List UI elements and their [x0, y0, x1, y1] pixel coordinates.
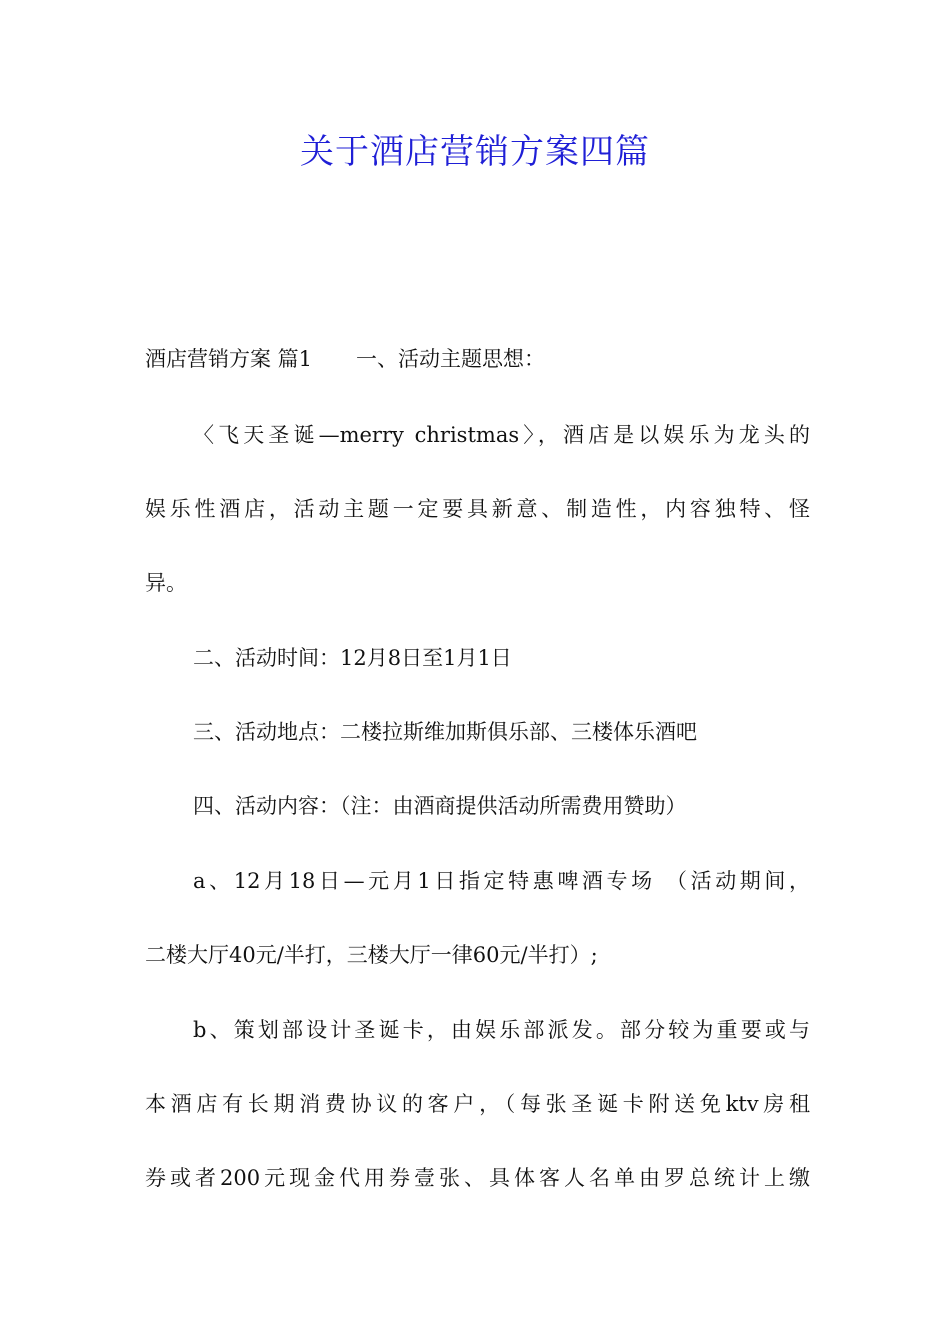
paragraph-line: 二楼大厅40元/半打，三楼大厅一律60元/半打）; [145, 943, 598, 967]
paragraph-line: 券或者200元现金代用券壹张、具体客人名单由罗总统计上缴 [145, 1166, 810, 1190]
document-title: 关于酒店营销方案四篇 [300, 132, 650, 172]
paragraph-line: a、12月18日—元月1日指定特惠啤酒专场 （活动期间， [193, 869, 810, 893]
activity-time-line: 二、活动时间：12月8日至1月1日 [193, 646, 512, 670]
paragraph-line: 〈飞天圣诞—merry christmas〉，酒店是以娱乐为龙头的 [193, 423, 810, 447]
activity-content-line: 四、活动内容：（注：由酒商提供活动所需费用赞助） [193, 794, 687, 818]
section-heading-line [145, 344, 810, 374]
paragraph-line: b、策划部设计圣诞卡，由娱乐部派发。部分较为重要或与 [193, 1018, 810, 1042]
activity-location-line: 三、活动地点：二楼拉斯维加斯俱乐部、三楼体乐酒吧 [193, 720, 697, 744]
section-label: 酒店营销方案 篇1 [145, 347, 313, 371]
heading-activity-theme: 一、活动主题思想： [356, 347, 546, 371]
paragraph-line: 娱乐性酒店，活动主题一定要具新意、制造性，内容独特、怪 [145, 497, 810, 521]
paragraph-line: 异。 [145, 571, 187, 595]
paragraph-line: 本酒店有长期消费协议的客户，（每张圣诞卡附送免ktv房租 [145, 1092, 810, 1116]
